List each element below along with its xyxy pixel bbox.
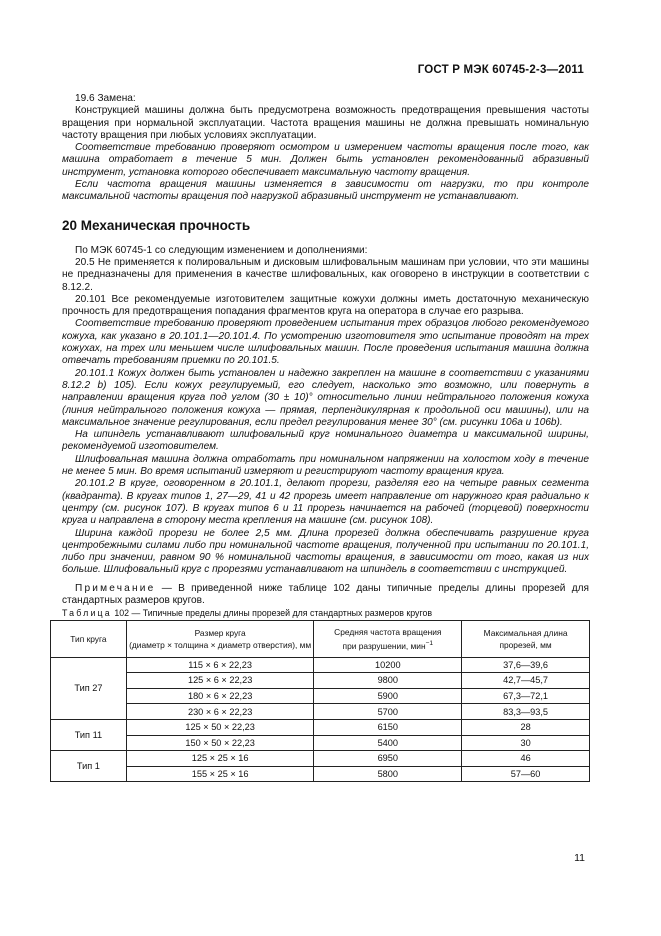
clause-20-101-1: 20.101.1 Кожух должен быть установлен и надежно закреплен на машине в соответствии с указаниями 8.12.2 b) 105). Если кожух регулируемый, его следует, насколько это возможно, или повернуть в направлении вращения круга под углом (30 ± 10)° относительно линии нейтрального положения кожуха (линия нейтрального положения кожуха — прямая, перпендикулярная к продольной оси машины), или на максимальное значение регулирования, если предел регулирования менее 30° (см. рисунки 106а и 106b).	[62, 367, 589, 428]
header-wheel-size: Размер круга (диаметр × толщина × диаметр отверстия), мм	[126, 620, 314, 657]
clause-20-101-compliance: Соответствие требованию проверяют проведением испытания трех образцов любого рекомендуемого кожуха, как указано в 20.101.1—20.101.4. По усмотрению изготовителя это испытание проводят на трех кожухах, на трех или меньшем числе шлифовальных машин. После проведения испытания машина должна отвечать требованиям приемки по 20.101.5.	[62, 318, 589, 367]
table-row	[51, 688, 590, 704]
cell-speed: 5700	[314, 704, 462, 720]
cell-length: 42,7—45,7	[462, 673, 590, 689]
clause-20-101-2: 20.101.2 В круге, оговоренном в 20.101.1, делают прорези, разделяя его на четыре равных сегмента (квадранта). В кругах типов 1, 27—29, 41 и 42 прорезь имеет направление от наружного края радиально к центру (см. рисунок 107). В кругах типов 6 и 11 прорезь начинается на рабочей (торцевой) поверхности круга и направлена в сторону места крепления на машине (см. рисунок 108).	[62, 478, 589, 527]
clause-20-101: 20.101 Все рекомендуемые изготовителем защитные кожухи должны иметь достаточную механическую прочность для предотвращения попадания фрагментов круга на оператора в случае его разрыва.	[62, 293, 589, 318]
clause-19-6-compliance: Соответствие требованию проверяют осмотром и измерением частоты вращения после того, как машина отработает в течение 5 мин. Должен быть установлен рекомендованный абразивный инструмент, установка которого обеспечивает максимальную частоту вращения.	[62, 142, 589, 178]
clause-19-6-title: 19.6 Замена:	[75, 93, 136, 104]
cell-type: Тип 1	[51, 751, 127, 782]
table-row	[51, 766, 590, 782]
cell-size: 125 × 6 × 22,23	[126, 673, 314, 689]
slot-length-table	[50, 620, 590, 783]
cell-size: 125 × 50 × 22,23	[126, 719, 314, 735]
cell-speed: 6150	[314, 719, 462, 735]
table-note	[62, 583, 589, 608]
cell-size: 150 × 50 × 22,23	[126, 735, 314, 751]
cell-length: 83,3—93,5	[462, 704, 590, 720]
header-max-slot-length: Максимальная длина прорезей, мм	[462, 620, 590, 657]
cell-size: 230 × 6 × 22,23	[126, 704, 314, 720]
table-caption-label: Таблица	[62, 608, 112, 619]
clause-20-101-2-slot-width: Ширина каждой прорези не более 2,5 мм. Длина прорезей должна обеспечивать разрушение круга центробежными силами либо при номинальной частоте вращения, полученной при испытании по 20.101.1, либо при значении, равном 90 % номинальной частоты вращения, в зависимости от того, какая из них больше. Шлифовальный круг с прорезями устанавливают на шпиндель в соответствии с инструкцией.	[62, 527, 589, 576]
table-caption	[62, 607, 589, 619]
header-burst-speed: Средняя частота вращения при разрушении, мин$^{-1}$	[314, 620, 462, 657]
cell-size: 180 × 6 × 22,23	[126, 688, 314, 704]
cell-length: 67,3—72,1	[462, 688, 590, 704]
clause-20-101-1-run: Шлифовальная машина должна отработать при номинальном напряжении на холостом ходу в течение не менее 5 мин. Во время испытаний измеряют и регистрируют частоту вращения круга.	[62, 453, 589, 478]
section-20-heading: 20 Механическая прочность	[62, 217, 251, 233]
table-row	[51, 673, 590, 689]
clause-20-5: 20.5 Не применяется к полировальным и дисковым шлифовальным машинам при условии, что эти машины не предназначены для применения в качестве шлифовальных, как оговорено в инструкции в соответствии с 8.12.2.	[62, 256, 589, 293]
table-caption-text: 102 — Типичные пределы длины прорезей для стандартных размеров кругов	[111, 608, 433, 619]
page-number: 11	[574, 852, 585, 864]
clause-19-6-paragraph: Конструкцией машины должна быть предусмотрена возможность предотвращения превышения частоты вращения при нормальной эксплуатации. Частота вращения машины не должна превышать номинальную частоту вращения при любых условиях эксплуатации.	[62, 105, 589, 141]
table-row	[51, 704, 590, 720]
cell-speed: 9800	[314, 673, 462, 689]
document-body	[62, 93, 589, 782]
cell-length: 37,6—39,6	[462, 657, 590, 673]
standard-header: ГОСТ Р МЭК 60745-2-3—2011	[417, 64, 584, 76]
cell-size: 155 × 25 × 16	[126, 766, 314, 782]
table-row	[51, 735, 590, 751]
note-label: Примечание	[75, 582, 156, 594]
table-row	[51, 719, 590, 735]
cell-speed: 5900	[314, 688, 462, 704]
header-wheel-type: Тип круга	[51, 620, 127, 657]
section-20-intro: По МЭК 60745-1 со следующим изменением и дополнениями:	[75, 244, 368, 256]
table-row	[51, 751, 590, 767]
cell-length: 46	[462, 751, 590, 767]
cell-length: 30	[462, 735, 590, 751]
cell-speed: 6950	[314, 751, 462, 767]
table-row	[51, 657, 590, 673]
cell-speed: 5400	[314, 735, 462, 751]
cell-size: 115 × 6 × 22,23	[126, 657, 314, 673]
cell-length: 28	[462, 719, 590, 735]
clause-20-101-1-wheel: На шпиндель устанавливают шлифовальный круг номинального диаметра и максимальной ширины, рекомендуемой изготовителем.	[62, 429, 589, 453]
clause-19-6-note: Если частота вращения машины изменяется в зависимости от нагрузки, то при контроле максимальной частоты вращения под нагрузкой абразивный инструмент не устанавливают.	[62, 179, 589, 203]
note-text: — В приведенной ниже таблице 102 даны типичные пределы длины прорезей для стандартных размеров кругов.	[62, 582, 589, 606]
cell-speed: 10200	[314, 657, 462, 673]
cell-type: Тип 11	[51, 719, 127, 750]
cell-size: 125 × 25 × 16	[126, 751, 314, 767]
table-header-row	[51, 620, 590, 657]
cell-length: 57—60	[462, 766, 590, 782]
cell-type: Тип 27	[51, 657, 127, 719]
cell-speed: 5800	[314, 766, 462, 782]
